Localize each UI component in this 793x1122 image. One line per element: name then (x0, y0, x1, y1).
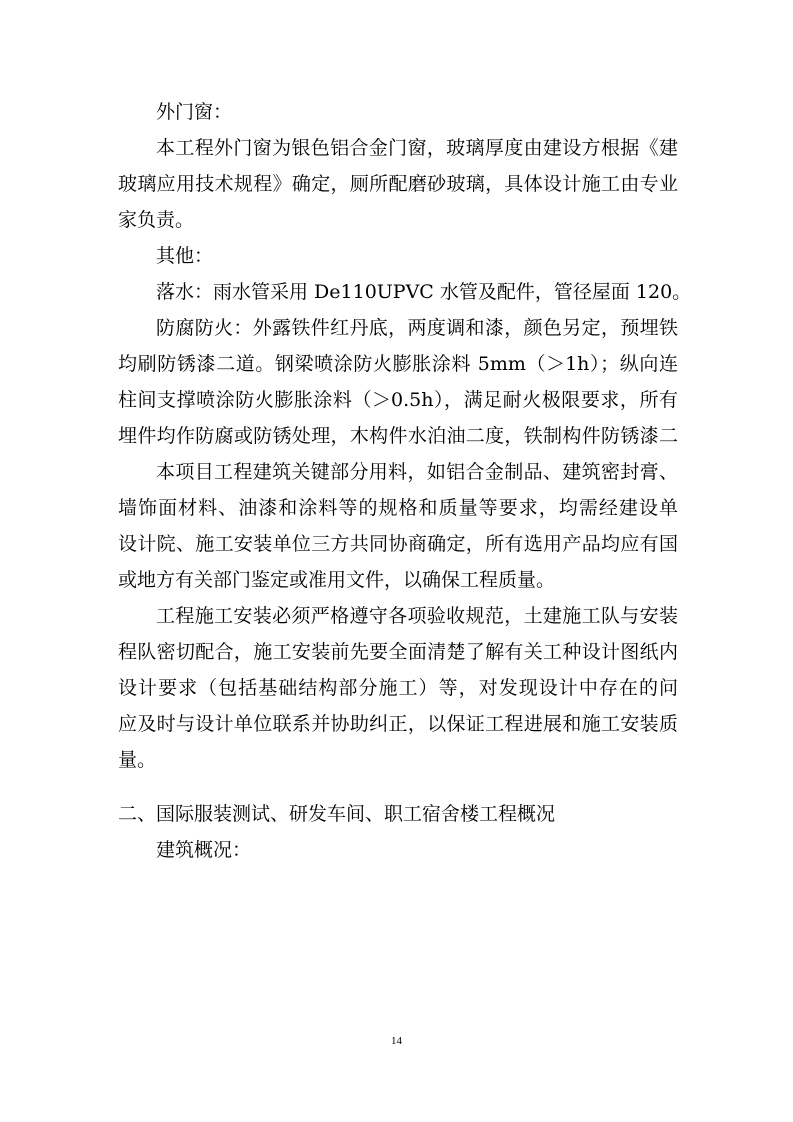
text-line: 量。 (118, 749, 157, 771)
paragraph-exterior-doors-windows-heading (118, 94, 678, 130)
text-line: 家负责。 (118, 209, 195, 231)
text-line: 外门窗： (156, 101, 233, 123)
subheading: 建筑概况： (156, 839, 252, 861)
text-line: 防腐防火：外露铁件红丹底，两度调和漆，颜色另定，预埋铁 (156, 317, 678, 339)
text-line: 落水：雨水管采用 De110UPVC 水管及配件，管径屋面 120。 (156, 281, 692, 303)
text-line: 玻璃应用技术规程》确定，厕所配磨砂玻璃，具体设计施工由专业 (118, 173, 678, 195)
paragraph-other-heading (118, 238, 678, 274)
text-line: 或地方有关部门鉴定或准用文件，以确保工程质量。 (118, 569, 556, 591)
text-line: 设计院、施工安装单位三方共同协商确定，所有选用产品均应有国 (118, 533, 678, 555)
text-line: 墙饰面材料、油漆和涂料等的规格和质量等要求，均需经建设单 (118, 497, 678, 519)
text-line: 埋件均作防腐或防锈处理，木构件水泊油二度，铁制构件防锈漆二 (118, 425, 678, 447)
document-body (118, 94, 692, 868)
text-line: 柱间支撑喷涂防火膨胀涂料（＞0.5h），满足耐火极限要求，所有 (118, 389, 678, 411)
paragraph-corrosion-fire-protection (118, 310, 678, 454)
section-heading: 二、国际服装测试、研发车间、职工宿舍楼工程概况 (118, 803, 556, 825)
text-line: 均刷防锈漆二道。钢梁喷涂防火膨胀涂料 5mm（＞1h）；纵向连 (118, 353, 678, 375)
text-line: 其他： (156, 245, 214, 267)
text-line: 应及时与设计单位联系并协助纠正，以保证工程进展和施工安装质 (118, 713, 678, 735)
paragraph-key-materials (118, 454, 678, 598)
page-number: 14 (391, 1035, 402, 1047)
text-line: 工程施工安装必须严格遵守各项验收规范，土建施工队与安装 (156, 605, 678, 627)
paragraph-construction-requirements (118, 598, 678, 778)
text-line: 本项目工程建筑关键部分用料，如铝合金制品、建筑密封膏、 (156, 461, 678, 483)
text-line: 设计要求（包括基础结构部分施工）等，对发现设计中存在的问 (118, 677, 678, 699)
text-line: 程队密切配合，施工安装前先要全面清楚了解有关工种设计图纸内 (118, 641, 678, 663)
paragraph-drainage (118, 274, 692, 310)
text-line: 本工程外门窗为银色铝合金门窗，玻璃厚度由建设方根据《建 (156, 137, 678, 159)
paragraph-exterior-doors-windows (118, 130, 678, 238)
